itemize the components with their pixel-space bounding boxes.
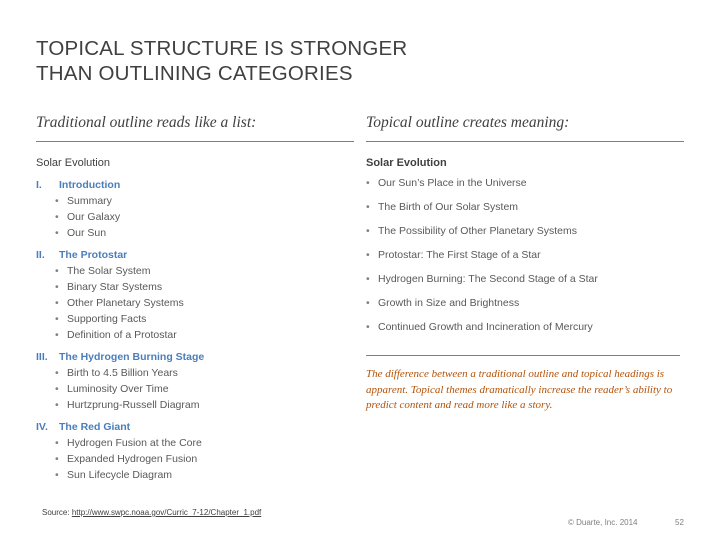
list-item: • Summary — [55, 195, 112, 207]
bullet-icon: • — [55, 281, 59, 293]
bullet-icon: • — [366, 225, 370, 237]
bullet-icon: • — [55, 313, 59, 325]
outline-section-3 — [36, 351, 204, 363]
bullet-icon: • — [55, 211, 59, 223]
bullet-icon: • — [55, 329, 59, 341]
source-note — [42, 508, 261, 517]
list-item: • Continued Growth and Incineration of Mercury — [366, 321, 593, 333]
title-line-2: THAN OUTLINING CATEGORIES — [36, 62, 353, 85]
bullet-icon: • — [55, 265, 59, 277]
list-item: • Growth in Size and Brightness — [366, 297, 520, 309]
list-item: • Our Sun — [55, 227, 107, 239]
bullet-icon: • — [55, 469, 59, 481]
right-column-heading: Topical outline creates meaning: — [366, 114, 570, 131]
list-item: • Other Planetary Systems — [55, 297, 184, 309]
bullet-icon: • — [55, 453, 59, 465]
outline-section-4 — [36, 421, 130, 433]
source-link[interactable]: http://www.swpc.noaa.gov/Curric_7-12/Chapter_1.pdf — [71, 508, 262, 517]
page-number: 52 — [675, 518, 684, 527]
list-item: • Binary Star Systems — [55, 281, 163, 293]
left-subheading: Solar Evolution — [36, 157, 110, 169]
bullet-icon: • — [55, 399, 59, 411]
bullet-icon: • — [55, 383, 59, 395]
list-item: • Our Galaxy — [55, 211, 121, 223]
bullet-icon: • — [366, 273, 370, 285]
list-item: • The Birth of Our Solar System — [366, 201, 519, 213]
list-item: • Expanded Hydrogen Fusion — [55, 453, 198, 465]
bullet-icon: • — [55, 227, 59, 239]
list-item: • Sun Lifecycle Diagram — [55, 469, 173, 481]
list-item: • Supporting Facts — [55, 313, 147, 325]
outline-section-2 — [36, 249, 127, 261]
bullet-icon: • — [55, 195, 59, 207]
callout-quote: The difference between a traditional outline and topical headings is apparent. Topical themes dramatically increase the reader’s ability to predict content and read more like a story. — [366, 368, 673, 411]
bullet-icon: • — [366, 201, 370, 213]
list-item: • Protostar: The First Stage of a Star — [366, 249, 541, 261]
bullet-icon: • — [366, 297, 370, 309]
section-number: IV. — [36, 421, 48, 433]
right-subheading: Solar Evolution — [366, 157, 447, 169]
bullet-icon: • — [366, 249, 370, 261]
left-heading-rule — [36, 141, 354, 142]
list-item: • Birth to 4.5 Billion Years — [55, 367, 178, 379]
bullet-icon: • — [55, 297, 59, 309]
quote-rule — [366, 355, 680, 356]
section-title: The Red Giant — [59, 421, 131, 433]
copyright: © Duarte, Inc. 2014 — [568, 518, 638, 527]
list-item: • Our Sun’s Place in the Universe — [366, 177, 527, 189]
section-title: Introduction — [59, 179, 121, 191]
list-item: • Hurtzprung-Russell Diagram — [55, 399, 200, 411]
bullet-icon: • — [366, 177, 370, 189]
section-title: The Protostar — [59, 249, 128, 261]
list-item: • Hydrogen Fusion at the Core — [55, 437, 202, 449]
section-number: II. — [36, 249, 45, 261]
bullet-icon: • — [366, 321, 370, 333]
outline-section-1 — [36, 179, 120, 191]
right-heading-rule — [366, 141, 684, 142]
list-item: • The Solar System — [55, 265, 151, 277]
source-label: Source: — [42, 508, 70, 517]
section-title: The Hydrogen Burning Stage — [59, 351, 205, 363]
bullet-icon: • — [55, 437, 59, 449]
left-column-heading: Traditional outline reads like a list: — [36, 114, 257, 131]
page-title — [36, 36, 556, 86]
section-number: I. — [36, 179, 42, 191]
section-number: III. — [36, 351, 48, 363]
list-item: • Definition of a Protostar — [55, 329, 177, 341]
list-item: • Hydrogen Burning: The Second Stage of a Star — [366, 273, 598, 285]
bullet-icon: • — [55, 367, 59, 379]
list-item: • Luminosity Over Time — [55, 383, 169, 395]
list-item: • The Possibility of Other Planetary Systems — [366, 225, 577, 237]
title-line-1: TOPICAL STRUCTURE IS STRONGER — [36, 37, 408, 60]
